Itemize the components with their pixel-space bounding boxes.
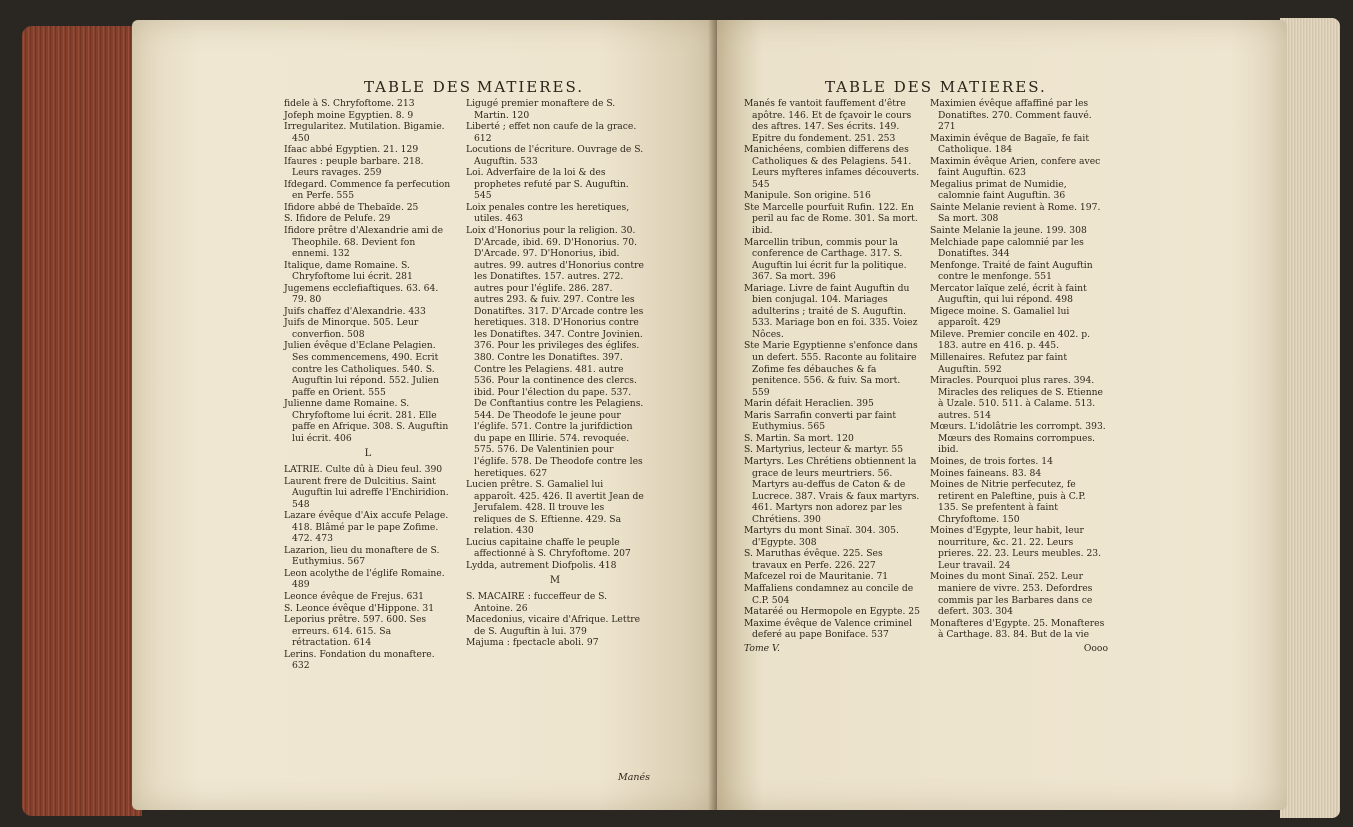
index-entry: Ifdegard. Commence fa perfecution en Perfe. 555 (284, 178, 451, 202)
right-column-2 (930, 98, 1108, 654)
right-page (717, 20, 1287, 810)
index-entry: Majuma : fpectacle aboli. 97 (466, 637, 599, 649)
footer-line (744, 643, 920, 655)
index-entry: Lazare évêque d'Aix accufe Pelage. 418. Blâmé par le pape Zofime. 472. 473 (284, 510, 449, 545)
index-entry: Moines d'Egypte, leur habit, leur nourriture, &c. 21. 22. Leurs prieres. 22. 23. Leurs meubles. 23. Leur travail. 24 (930, 525, 1102, 571)
open-book (22, 8, 1340, 824)
index-entry: Ifaures : peuple barbare. 218. Leurs ravages. 259 (284, 155, 424, 179)
index-entry: Mercator laïque zelé, écrit à faint Auguftin, qui lui répond. 498 (930, 282, 1087, 306)
index-entry: Maffaliens condamnez au concile de C.P. 504 (744, 582, 914, 606)
index-entry: S. Martin. Sa mort. 120 (744, 432, 854, 444)
index-entry: Lerins. Fondation du monaftere. 632 (284, 648, 435, 672)
index-entry: Millenaires. Refutez par faint Auguftin. 592 (930, 352, 1068, 375)
index-entry: Monafteres d'Egypte. 25. Monafteres à Carthage. 83. 84. But de la vie (930, 617, 1105, 641)
index-entry: Moines faineans. 83. 84 (930, 467, 1042, 479)
index-entry: Moines de Nitrie perfecutez, fe retirent en Paleftine, puis à C.P. 135. Se prefentent à faint Chryfoftome. 150 (930, 479, 1086, 525)
index-entry: S. Maruthas évêque. 225. Ses travaux en Perfe. 226. 227 (744, 548, 883, 571)
left-header-2: MATIERES. (477, 78, 585, 96)
index-entry: S. Leonce évêque d'Hippone. 31 (284, 602, 435, 614)
index-entry: Macedonius, vicaire d'Afrique. Lettre de S. Auguftin à lui. 379 (466, 614, 641, 637)
index-entry: Maxime évêque de Valence criminel deferé au pape Boniface. 537 (744, 617, 913, 641)
index-entry: Leon acolythe de l'églife Romaine. 489 (284, 567, 445, 591)
index-entry: Lydda, autrement Diofpolis. 418 (466, 559, 617, 571)
index-entry: Jofeph moine Egyptien. 8. 9 (284, 109, 414, 121)
index-entry: Locutions de l'écriture. Ouvrage de S. Auguftin. 533 (466, 144, 644, 167)
index-entry: Marcellin tribun, commis pour la conference de Carthage. 317. S. Auguftin lui écrit fur la politique. 367. Sa mort. 396 (744, 236, 907, 283)
index-entry: Sainte Melanie la jeune. 199. 308 (930, 225, 1087, 237)
right-header: TABLE DES MATIERES. (825, 78, 1047, 96)
index-entry: Juifs chaffez d'Alexandrie. 433 (284, 305, 426, 317)
index-entry: Manichéens, combien differens des Catholiques & des Pelagiens. 541. Leurs myfteres infames découverts. 545 (744, 144, 920, 190)
index-entry: Migece moine. S. Gamaliel lui apparoît. 429 (930, 305, 1070, 329)
index-entry: Mileve. Premier concile en 402. p. 183. autre en 416. p. 445. (930, 328, 1091, 352)
index-entry: Moines, de trois fortes. 14 (930, 455, 1053, 467)
tome-label: Tome V. (744, 642, 780, 654)
left-page (132, 20, 717, 810)
left-header: TABLE DES (364, 78, 472, 96)
index-entry: Mariage. Livre de faint Auguftin du bien conjugal. 104. Mariages adulterins ; traité de S. Auguftin. 533. Mariage bon en foi. 335. Voiez Nôces. (744, 282, 918, 340)
index-entry: Loix d'Honorius pour la religion. 30. D'Arcade, ibid. 69. D'Honorius. 70. D'Arcade. 97. D'Honorius, ibid. autres. 99. autres d'Honorius contre les Donatiftes. 157. autres. 272. autres pour l'églife. 286. 287. autres 293. & fuiv. 297. Contre les Donatiftes. 317. D'Arcade contre les heretiques. 318. D'Honorius contre les Donatiftes. 347. Contre Jovinien. 376. Pour les privileges des églifes. 380. Contre les Donatiftes. 397. Contre les Pelagiens. 481. autre 536. Pour la continence des clercs. ibid. Pour l'élection du pape. 537. De Conftantius contre les Pelagiens. 544. De Theodofe le jeune pour l'églife. 571. Contre la jurifdiction du pape en Illirie. 574. revoquée. 575. 576. De Valentinien pour l'églife. 578. De Theodofe contre les heretiques. 627 (466, 225, 644, 479)
index-entry: Julien évêque d'Eclane Pelagien. Ses commencemens, 490. Ecrit contre les Catholiques. 540. S. Auguftin lui répond. 552. Julien paffe en Orient. 555 (284, 340, 440, 398)
index-entry: Loix penales contre les heretiques, utiles. 463 (466, 201, 630, 225)
index-entry: Lazarion, lieu du monaftere de S. Euthymius. 567 (284, 544, 440, 568)
index-entry: Italique, dame Romaine. S. Chryfoftome lui écrit. 281 (284, 259, 413, 283)
index-entry: Ste Marie Egyptienne s'enfonce dans un defert. 555. Raconte au folitaire Zofime fes débauches & fa penitence. 556. & fuiv. Sa mort. 559 (744, 340, 918, 398)
index-entry: Ligugé premier monaftere de S. Martin. 120 (466, 98, 616, 121)
index-entry: S. MACAIRE : fucceffeur de S. Antoine. 26 (466, 590, 608, 614)
index-entry: Marin défait Heraclien. 395 (744, 398, 874, 410)
index-entry: Ifidore abbé de Thebaïde. 25 (284, 201, 419, 213)
index-entry: Martyrs du mont Sinaï. 304. 305. d'Egypte. 308 (744, 525, 899, 548)
index-entry: Maximien évêque affaffiné par les Donatiftes. 270. Comment fauvé. 271 (930, 98, 1092, 133)
index-entry: Maximin évêque Arien, confere avec faint Auguftin. 623 (930, 155, 1101, 179)
index-entry: Manipule. Son origine. 516 (744, 190, 871, 202)
index-entry: S. Ifidore de Pelufe. 29 (284, 213, 391, 225)
index-entry: Julienne dame Romaine. S. Chryfoftome lui écrit. 281. Elle paffe en Afrique. 308. S. Auguftin lui écrit. 406 (284, 398, 449, 444)
index-entry: LATRIE. Culte dû à Dieu feul. 390 (284, 463, 443, 475)
left-column-2 (466, 98, 644, 649)
signature-mark: Oooo (1083, 642, 1108, 654)
index-entry: Miracles. Pourquoi plus rares. 394. Miracles des reliques de S. Etienne à Uzale. 510. 511. à Calame. 513. autres. 514 (930, 375, 1103, 421)
index-entry: Ifaac abbé Egyptien. 21. 129 (284, 144, 419, 156)
index-entry: Jugemens ecclefiaftiques. 63. 64. 79. 80 (284, 282, 439, 306)
index-entry: Megalius primat de Numidie, calomnie faint Auguftin. 36 (930, 178, 1067, 202)
index-entry: Maris Sarrafin converti par faint Euthymius. 565 (744, 409, 897, 433)
index-entry: fidele à S. Chryfoftome. 213 (284, 98, 415, 109)
index-entry: Lucien prêtre. S. Gamaliel lui apparoît. 425. 426. Il avertit Jean de Jerufalem. 428. Il trouve les reliques de S. Eftienne. 429. Sa relation. 430 (466, 479, 644, 537)
index-entry: Ifidore prêtre d'Alexandrie ami de Theophile. 68. Devient fon ennemi. 132 (284, 225, 444, 260)
catchword: Manés (618, 772, 651, 783)
index-entry: Manés fe vantoit fauffement d'être apôtre. 146. Et de fçavoir le cours des aftres. 147. Ses écrits. 149. Epitre du fondement. 251. 253 (744, 98, 912, 144)
index-entry: Ste Marcelle pourfuit Rufin. 122. En peril au fac de Rome. 301. Sa mort. ibid. (744, 201, 918, 237)
letter-heading-l: L (364, 448, 372, 460)
index-entry: Melchiade pape calomnié par les Donatiftes. 344 (930, 236, 1084, 260)
index-entry: Irregularitez. Mutilation. Bigamie. 450 (284, 121, 445, 144)
index-entry: S. Martyrius, lecteur & martyr. 55 (744, 444, 904, 456)
index-entry: Loi. Adverfaire de la loi & des prophetes refuté par S. Auguftin. 545 (466, 167, 629, 202)
right-column-1 (744, 98, 920, 654)
index-entry: Mataréé ou Hermopole en Egypte. 25 (744, 606, 920, 618)
index-entry: Lucius capitaine chaffe le peuple affectionné à S. Chryfoftome. 207 (466, 536, 631, 560)
book-edge-right (1280, 18, 1340, 818)
index-entry: Juifs de Minorque. 505. Leur converfion. 508 (284, 317, 419, 340)
index-entry: Laurent frere de Dulcitius. Saint Auguftin lui adreffe l'Enchiridion. 548 (284, 475, 449, 510)
index-entry: Maximin évêque de Bagaïe, fe fait Catholique. 184 (930, 132, 1090, 156)
left-column-1 (284, 98, 452, 672)
index-entry: Moines du mont Sinaï. 252. Leur maniere de vivre. 253. Defordres commis par les Barbares dans ce defert. 303. 304 (930, 571, 1093, 618)
book-edge-left (22, 26, 142, 816)
index-entry: Martyrs. Les Chrétiens obtiennent la grace de leurs meurtriers. 56. Martyrs au-deffus de Caton & de Lucrece. 387. Vrais & faux martyrs. 461. Martyrs non adorez par les Chrétiens. 390 (744, 455, 920, 525)
index-entry: Mafcezel roi de Mauritanie. 71 (744, 571, 889, 583)
index-entry: Mœurs. L'idolâtrie les corrompt. 393. Mœurs des Romains corrompues. ibid. (930, 421, 1106, 456)
index-entry: Menfonge. Traité de faint Auguftin contre le menfonge. 551 (930, 259, 1093, 283)
letter-heading-m: M (549, 575, 561, 587)
index-entry: Sainte Melanie revient à Rome. 197. Sa mort. 308 (930, 201, 1101, 225)
index-entry: Leonce évêque de Frejus. 631 (284, 590, 425, 602)
index-entry: Liberté ; effet non caufe de la grace. 612 (466, 121, 637, 144)
index-entry: Leporius prêtre. 597. 600. Ses erreurs. 614. 615. Sa rétractation. 614 (284, 614, 427, 649)
